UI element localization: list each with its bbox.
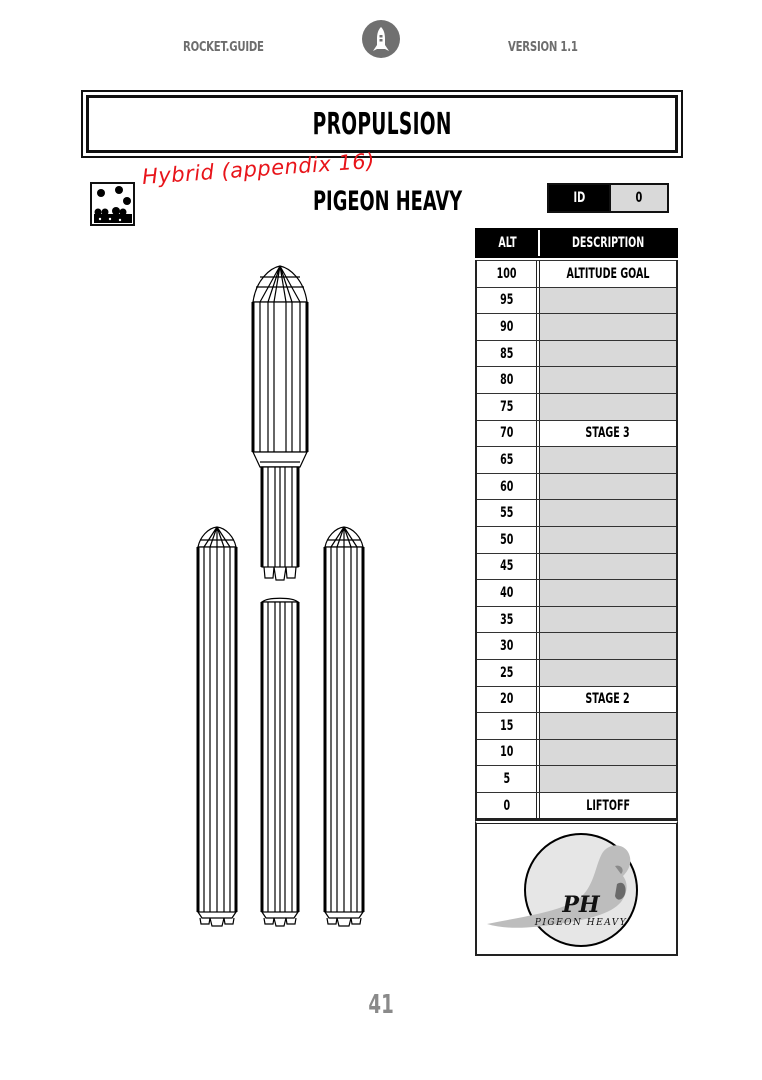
table-row [477, 260, 676, 287]
table-row [477, 287, 676, 314]
rocket-icon [362, 20, 400, 58]
handwritten-note: Hybrid (appendix 16) [141, 148, 376, 189]
description-cell[interactable] [540, 766, 676, 792]
table-row [477, 739, 676, 766]
description-cell[interactable] [540, 474, 676, 500]
table-row [477, 526, 676, 553]
description-cell[interactable] [540, 341, 676, 367]
alt-cell: 10 [477, 740, 540, 766]
table-row [477, 686, 676, 713]
description-cell[interactable] [540, 527, 676, 553]
svg-text:PH: PH [562, 892, 600, 918]
crowd-dots-icon [90, 182, 135, 226]
right-booster [325, 527, 363, 926]
table-row [477, 420, 676, 447]
description-cell[interactable] [540, 394, 676, 420]
alt-cell: 45 [477, 554, 540, 580]
table-row [477, 606, 676, 633]
section-title-box [81, 90, 683, 158]
description-cell[interactable] [540, 740, 676, 766]
rocket-name: PIGEON HEAVY [313, 186, 463, 217]
description-cell[interactable] [540, 500, 676, 526]
table-row [477, 366, 676, 393]
table-row [477, 340, 676, 367]
brand-label: ROCKET.GUIDE [183, 40, 264, 55]
alt-cell: 35 [477, 607, 540, 633]
table-row [477, 765, 676, 792]
table-row [477, 712, 676, 739]
table-row [477, 473, 676, 500]
description-cell[interactable] [540, 314, 676, 340]
table-row [477, 632, 676, 659]
table-row [477, 659, 676, 686]
description-cell[interactable] [540, 367, 676, 393]
alt-cell: 90 [477, 314, 540, 340]
description-cell: STAGE 2 [540, 687, 676, 713]
table-row [477, 792, 676, 819]
description-column-header: DESCRIPTION [571, 235, 645, 251]
id-label: ID [549, 185, 609, 211]
alt-cell: 100 [477, 261, 540, 287]
pigeon-heavy-patch-icon [477, 824, 676, 954]
left-booster [198, 527, 236, 926]
description-cell: LIFTOFF [540, 793, 676, 819]
center-core [262, 598, 298, 926]
table-header [475, 228, 678, 258]
svg-text:PIGEON HEAVY: PIGEON HEAVY [534, 918, 628, 928]
table-row [477, 393, 676, 420]
alt-cell: 25 [477, 660, 540, 686]
alt-cell: 95 [477, 288, 540, 314]
table-row [477, 579, 676, 606]
table-body [475, 260, 678, 820]
mission-patch-box [475, 820, 678, 956]
section-title: PROPULSION [312, 106, 452, 142]
alt-cell: 0 [477, 793, 540, 819]
description-cell[interactable] [540, 554, 676, 580]
rocket-diagram [190, 262, 380, 932]
description-cell: ALTITUDE GOAL [540, 261, 676, 287]
alt-cell: 55 [477, 500, 540, 526]
alt-cell: 5 [477, 766, 540, 792]
id-field [547, 183, 669, 213]
alt-cell: 80 [477, 367, 540, 393]
description-cell[interactable] [540, 288, 676, 314]
version-label: VERSION 1.1 [508, 40, 578, 55]
description-cell[interactable] [540, 660, 676, 686]
alt-cell: 75 [477, 394, 540, 420]
description-cell[interactable] [540, 580, 676, 606]
alt-cell: 50 [477, 527, 540, 553]
alt-cell: 15 [477, 713, 540, 739]
alt-cell: 60 [477, 474, 540, 500]
table-row [477, 313, 676, 340]
description-cell: STAGE 3 [540, 421, 676, 447]
alt-cell: 30 [477, 633, 540, 659]
alt-cell: 65 [477, 447, 540, 473]
alt-column-header: ALT [477, 230, 540, 256]
description-cell[interactable] [540, 447, 676, 473]
page-number: 41 [368, 990, 394, 1020]
altitude-table [475, 228, 678, 820]
upper-stage [253, 266, 307, 580]
description-cell[interactable] [540, 713, 676, 739]
alt-cell: 40 [477, 580, 540, 606]
description-cell[interactable] [540, 633, 676, 659]
table-row [477, 499, 676, 526]
id-value[interactable]: 0 [609, 185, 667, 211]
alt-cell: 20 [477, 687, 540, 713]
description-cell[interactable] [540, 607, 676, 633]
alt-cell: 85 [477, 341, 540, 367]
table-row [477, 446, 676, 473]
table-row [477, 553, 676, 580]
alt-cell: 70 [477, 421, 540, 447]
